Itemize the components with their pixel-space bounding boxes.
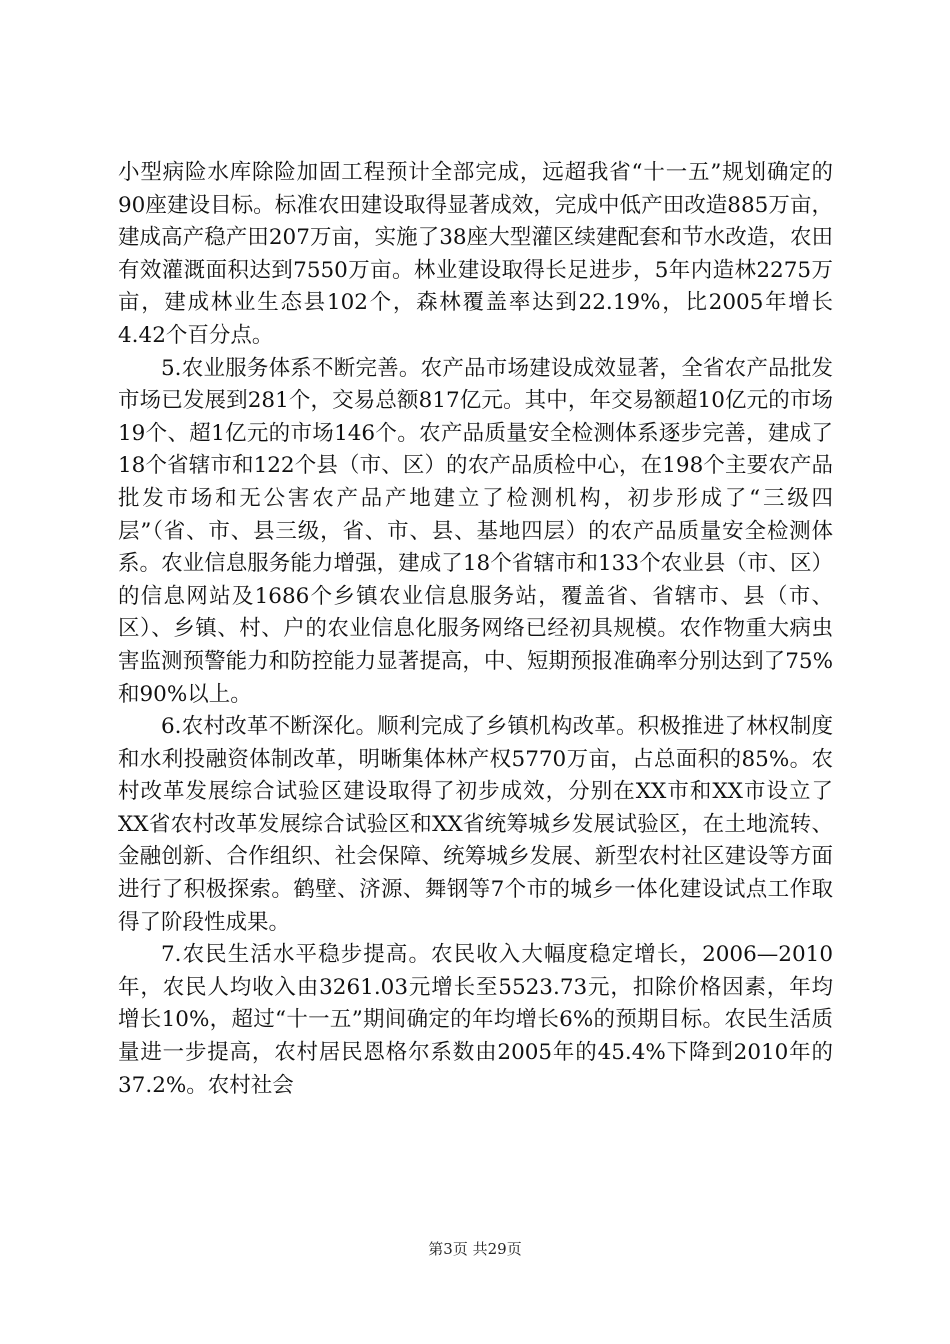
- page-footer: 第3页 共29页: [428, 1240, 522, 1258]
- document-body: [118, 157, 833, 1102]
- paragraph-continuation: 小型病险水库除险加固工程预计全部完成，远超我省“十一五”规划确定的90座建设目标。标准农田建设取得显著成效，完成中低产田改造885万亩，建成高产稳产田207万亩，实施了38座大型灌区续建配套和节水改造，农田有效灌溉面积达到7550万亩。林业建设取得长足进步，5年内造林2275万亩，建成林业生态县102个，森林覆盖率达到22.19%，比2005年增长4.42个百分点。: [118, 160, 834, 348]
- paragraph-farmer-living-standards: 7.农民生活水平稳步提高。农民收入大幅度稳定增长，2006—2010年，农民人均收入由3261.03元增长至5523.73元，扣除价格因素，年均增长10%，超过“十一五”期间确定的年均增长6%的预期目标。农民生活质量进一步提高，农村居民恩格尔系数由2005年的45.4%下降到2010年的37.2%。农村社会: [118, 942, 833, 1098]
- paragraph-agricultural-services: 5.农业服务体系不断完善。农产品市场建设成效显著，全省农产品批发市场已发展到281个，交易总额817亿元。其中，年交易额超10亿元的市场19个、超1亿元的市场146个。农产品质量安全检测体系逐步完善，建成了18个省辖市和122个县（市、区）的农产品质检中心，在198个主要农产品批发市场和无公害农产品产地建立了检测机构，初步形成了“三级四层”（省、市、县三级，省、市、县、基地四层）的农产品质量安全检测体系。农业信息服务能力增强，建成了18个省辖市和133个农业县（市、区）的信息网站及1686个乡镇农业信息服务站，覆盖省、省辖市、县（市、区）、乡镇、村、户的农业信息化服务网络已经初具规模。农作物重大病虫害监测预警能力和防控能力显著提高，中、短期预报准确率分别达到了75%和90%以上。: [118, 355, 833, 707]
- paragraph-rural-reform: 6.农村改革不断深化。顺利完成了乡镇机构改革。积极推进了林权制度和水利投融资体制改革，明晰集体林产权5770万亩，占总面积的85%。农村改革发展综合试验区建设取得了初步成效，分别在XX市和XX市设立了XX省农村改革发展综合试验区和XX省统筹城乡发展试验区，在土地流转、金融创新、合作组织、社会保障、统筹城乡发展、新型农村社区建设等方面进行了积极探索。鹤壁、济源、舞钢等7个市的城乡一体化建设试点工作取得了阶段性成果。: [118, 714, 833, 935]
